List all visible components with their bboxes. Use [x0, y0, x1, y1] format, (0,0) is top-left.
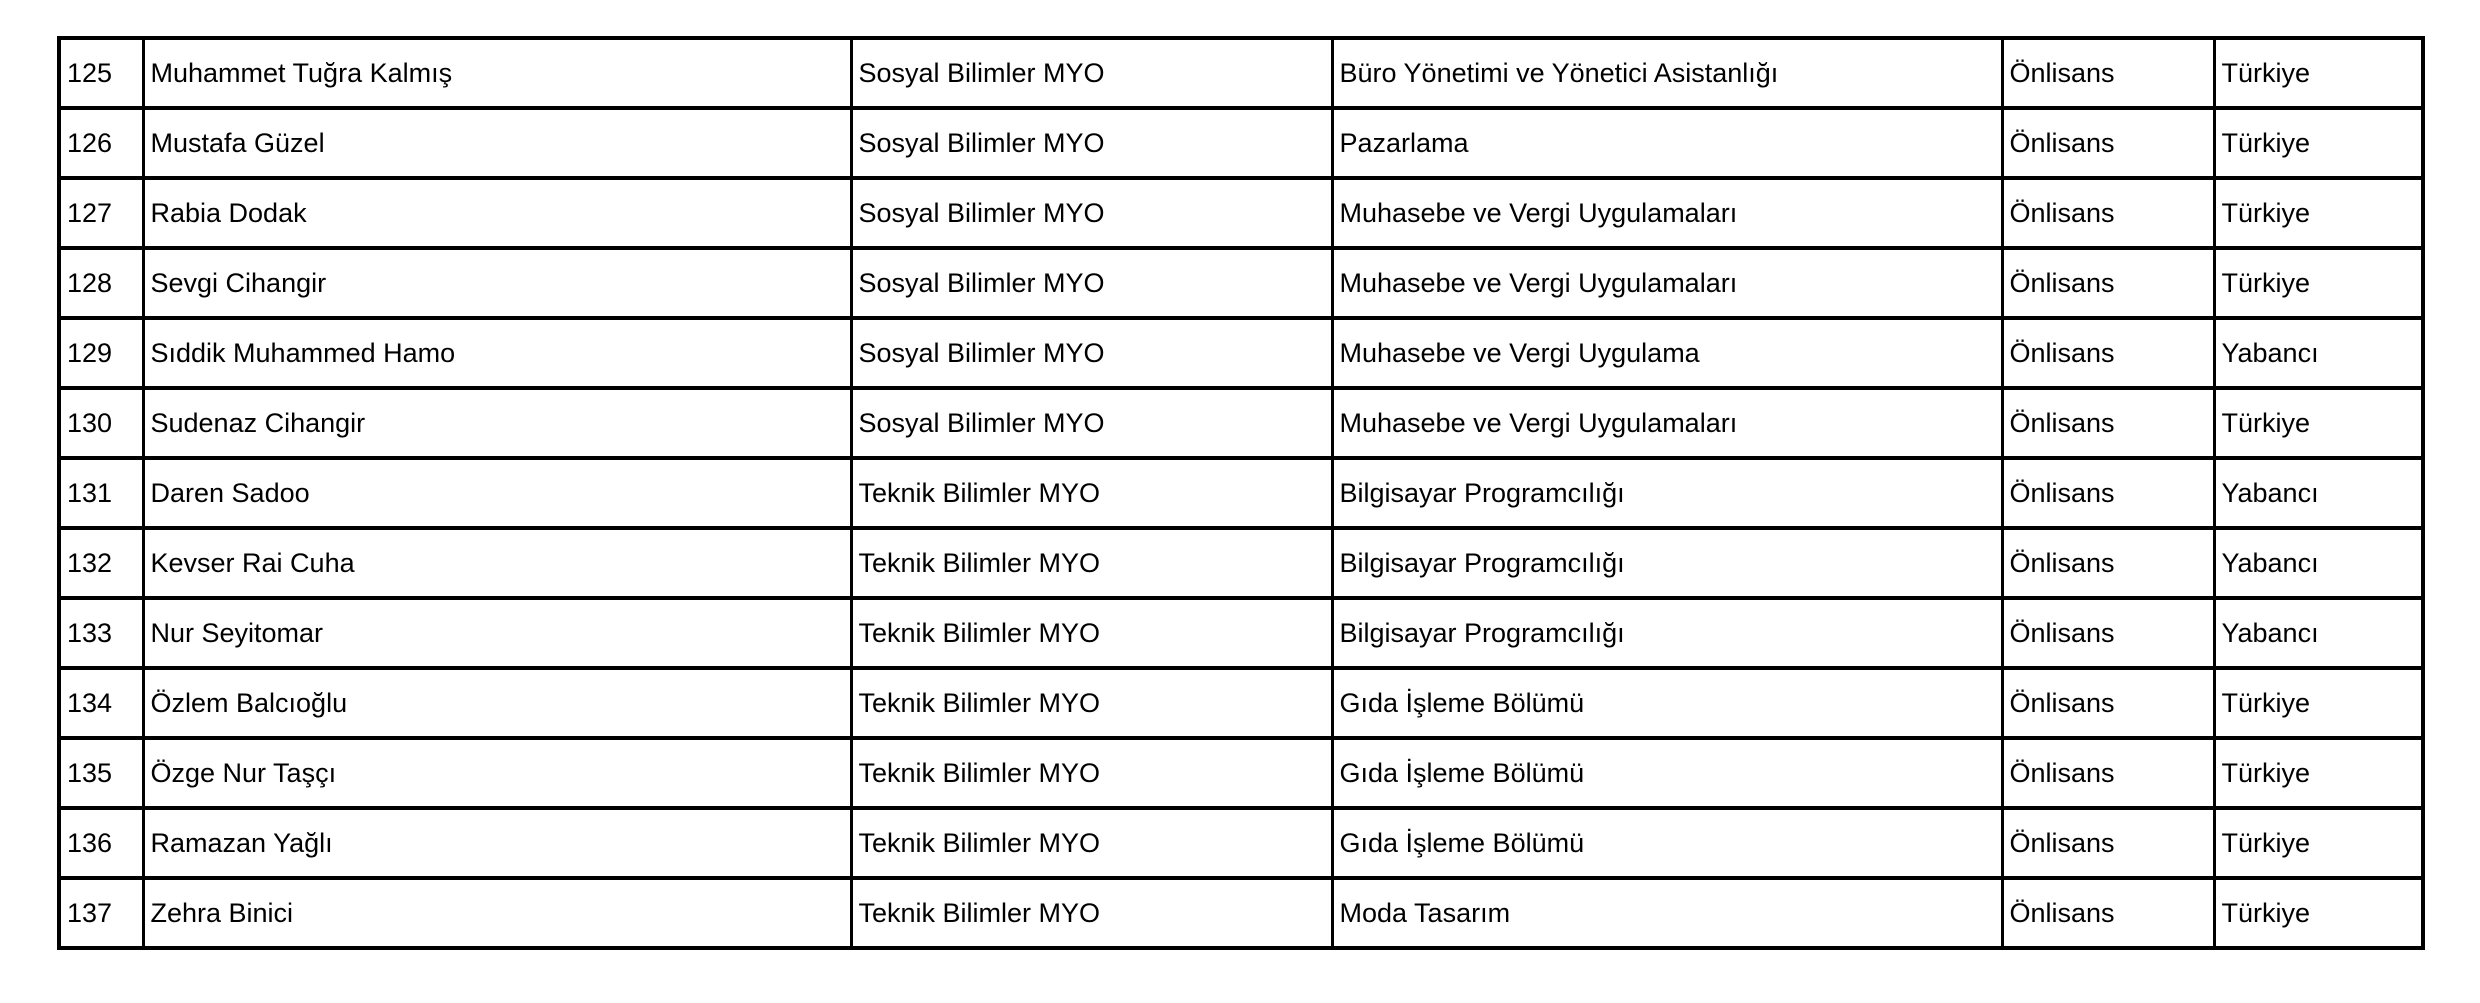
- program-cell: Moda Tasarım: [1332, 878, 2002, 948]
- level-cell: Önlisans: [2002, 808, 2214, 878]
- table-row: [59, 318, 2423, 388]
- table-row: [59, 248, 2423, 318]
- name-cell: Sıddik Muhammed Hamo: [143, 318, 851, 388]
- faculty-cell: Teknik Bilimler MYO: [851, 878, 1332, 948]
- faculty-cell: Sosyal Bilimler MYO: [851, 38, 1332, 108]
- row-number-cell: 125: [59, 38, 143, 108]
- name-cell: Sudenaz Cihangir: [143, 388, 851, 458]
- faculty-cell: Teknik Bilimler MYO: [851, 598, 1332, 668]
- program-cell: Gıda İşleme Bölümü: [1332, 808, 2002, 878]
- nationality-cell: Yabancı: [2214, 528, 2423, 598]
- name-cell: Nur Seyitomar: [143, 598, 851, 668]
- name-cell: Daren Sadoo: [143, 458, 851, 528]
- row-number-cell: 131: [59, 458, 143, 528]
- faculty-cell: Sosyal Bilimler MYO: [851, 248, 1332, 318]
- faculty-cell: Sosyal Bilimler MYO: [851, 178, 1332, 248]
- faculty-cell: Teknik Bilimler MYO: [851, 458, 1332, 528]
- level-cell: Önlisans: [2002, 458, 2214, 528]
- program-cell: Bilgisayar Programcılığı: [1332, 458, 2002, 528]
- level-cell: Önlisans: [2002, 318, 2214, 388]
- name-cell: Mustafa Güzel: [143, 108, 851, 178]
- table-row: [59, 388, 2423, 458]
- nationality-cell: Türkiye: [2214, 738, 2423, 808]
- nationality-cell: Yabancı: [2214, 598, 2423, 668]
- nationality-cell: Türkiye: [2214, 248, 2423, 318]
- level-cell: Önlisans: [2002, 668, 2214, 738]
- faculty-cell: Sosyal Bilimler MYO: [851, 388, 1332, 458]
- nationality-cell: Türkiye: [2214, 388, 2423, 458]
- table-row: [59, 178, 2423, 248]
- table-row: [59, 528, 2423, 598]
- nationality-cell: Yabancı: [2214, 458, 2423, 528]
- level-cell: Önlisans: [2002, 528, 2214, 598]
- level-cell: Önlisans: [2002, 248, 2214, 318]
- row-number-cell: 137: [59, 878, 143, 948]
- nationality-cell: Türkiye: [2214, 808, 2423, 878]
- row-number-cell: 133: [59, 598, 143, 668]
- faculty-cell: Sosyal Bilimler MYO: [851, 318, 1332, 388]
- row-number-cell: 127: [59, 178, 143, 248]
- faculty-cell: Teknik Bilimler MYO: [851, 668, 1332, 738]
- table-row: [59, 668, 2423, 738]
- faculty-cell: Teknik Bilimler MYO: [851, 808, 1332, 878]
- faculty-cell: Sosyal Bilimler MYO: [851, 108, 1332, 178]
- name-cell: Özlem Balcıoğlu: [143, 668, 851, 738]
- row-number-cell: 128: [59, 248, 143, 318]
- program-cell: Gıda İşleme Bölümü: [1332, 668, 2002, 738]
- level-cell: Önlisans: [2002, 738, 2214, 808]
- faculty-cell: Teknik Bilimler MYO: [851, 528, 1332, 598]
- program-cell: Bilgisayar Programcılığı: [1332, 598, 2002, 668]
- row-number-cell: 130: [59, 388, 143, 458]
- name-cell: Zehra Binici: [143, 878, 851, 948]
- name-cell: Muhammet Tuğra Kalmış: [143, 38, 851, 108]
- row-number-cell: 136: [59, 808, 143, 878]
- row-number-cell: 135: [59, 738, 143, 808]
- level-cell: Önlisans: [2002, 388, 2214, 458]
- name-cell: Ramazan Yağlı: [143, 808, 851, 878]
- level-cell: Önlisans: [2002, 178, 2214, 248]
- student-table: [57, 36, 2425, 950]
- name-cell: Kevser Rai Cuha: [143, 528, 851, 598]
- table-row: [59, 108, 2423, 178]
- row-number-cell: 126: [59, 108, 143, 178]
- name-cell: Rabia Dodak: [143, 178, 851, 248]
- table-row: [59, 808, 2423, 878]
- program-cell: Muhasebe ve Vergi Uygulamaları: [1332, 248, 2002, 318]
- row-number-cell: 132: [59, 528, 143, 598]
- table-row: [59, 738, 2423, 808]
- level-cell: Önlisans: [2002, 38, 2214, 108]
- program-cell: Büro Yönetimi ve Yönetici Asistanlığı: [1332, 38, 2002, 108]
- level-cell: Önlisans: [2002, 598, 2214, 668]
- nationality-cell: Türkiye: [2214, 878, 2423, 948]
- table-row: [59, 458, 2423, 528]
- level-cell: Önlisans: [2002, 108, 2214, 178]
- name-cell: Özge Nur Taşçı: [143, 738, 851, 808]
- program-cell: Pazarlama: [1332, 108, 2002, 178]
- table-row: [59, 38, 2423, 108]
- row-number-cell: 129: [59, 318, 143, 388]
- table-row: [59, 878, 2423, 948]
- nationality-cell: Türkiye: [2214, 38, 2423, 108]
- program-cell: Muhasebe ve Vergi Uygulama: [1332, 318, 2002, 388]
- program-cell: Muhasebe ve Vergi Uygulamaları: [1332, 388, 2002, 458]
- level-cell: Önlisans: [2002, 878, 2214, 948]
- nationality-cell: Türkiye: [2214, 108, 2423, 178]
- faculty-cell: Teknik Bilimler MYO: [851, 738, 1332, 808]
- nationality-cell: Türkiye: [2214, 178, 2423, 248]
- program-cell: Bilgisayar Programcılığı: [1332, 528, 2002, 598]
- table-row: [59, 598, 2423, 668]
- program-cell: Muhasebe ve Vergi Uygulamaları: [1332, 178, 2002, 248]
- nationality-cell: Yabancı: [2214, 318, 2423, 388]
- program-cell: Gıda İşleme Bölümü: [1332, 738, 2002, 808]
- table-body: [59, 38, 2423, 948]
- nationality-cell: Türkiye: [2214, 668, 2423, 738]
- name-cell: Sevgi Cihangir: [143, 248, 851, 318]
- row-number-cell: 134: [59, 668, 143, 738]
